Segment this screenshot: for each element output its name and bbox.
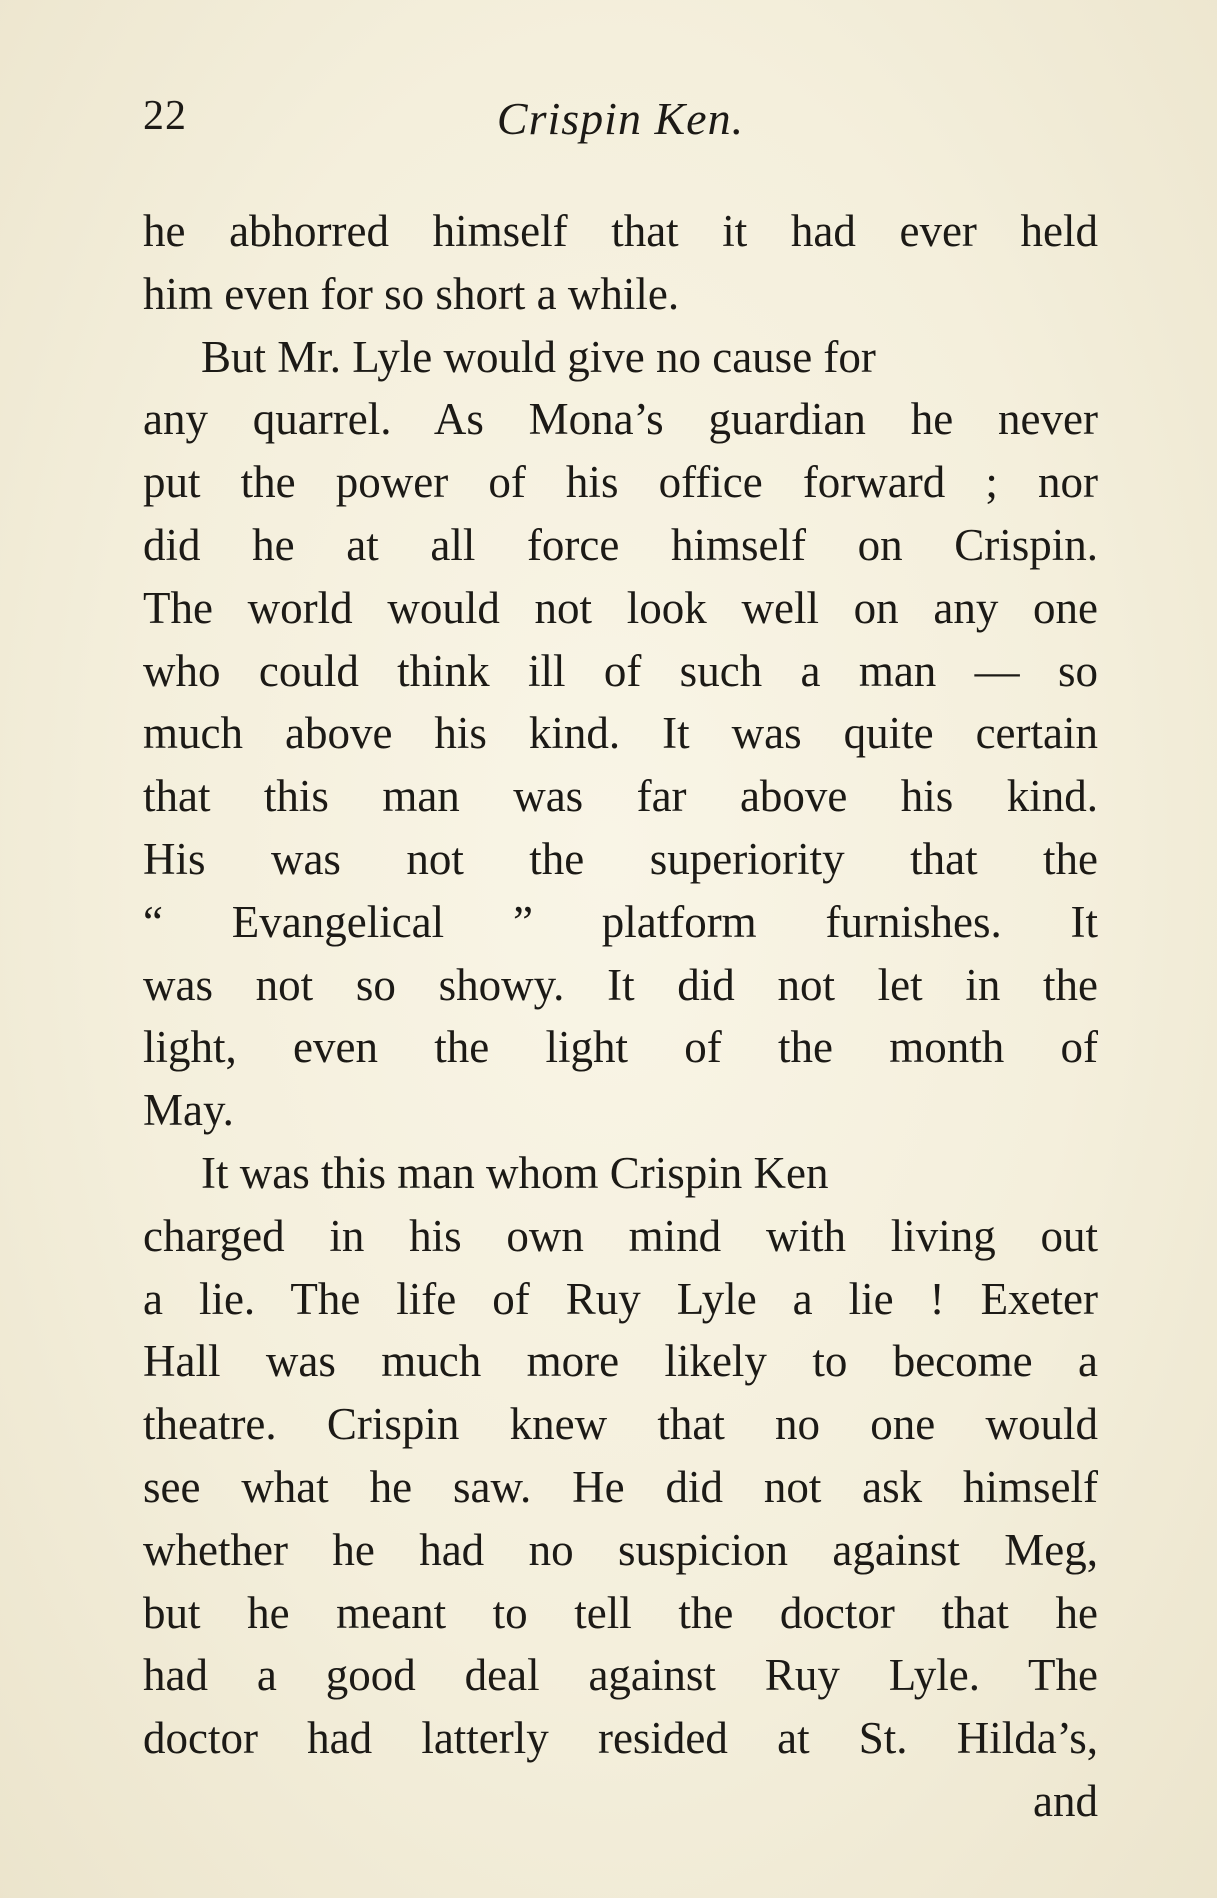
text-line: who could think ill of such a man — so: [143, 645, 1098, 696]
text-line: theatre. Crispin knew that no one would: [143, 1399, 1098, 1450]
text-line: much above his kind. It was quite certain: [143, 708, 1098, 759]
text-line: It was this man whom Crispin Ken: [201, 1147, 829, 1198]
text-line: he abhorred himself that it had ever held: [143, 206, 1098, 256]
text-line: that this man was far above his kind.: [143, 771, 1098, 822]
text-line: The world would not look well on any one: [143, 582, 1098, 633]
text-line: him even for so short a while.: [143, 268, 680, 319]
text-line: a lie. The life of Ruy Lyle a lie ! Exeter: [143, 1273, 1098, 1324]
text-line: But Mr. Lyle would give no cause for: [201, 331, 876, 382]
text-line: “ Evangelical ” platform furnishes. It: [143, 896, 1098, 947]
text-line: but he meant to tell the doctor that he: [143, 1587, 1098, 1638]
body-text: [143, 200, 1098, 1833]
text-line: charged in his own mind with living out: [143, 1210, 1098, 1261]
page-header: [143, 92, 1098, 152]
text-line: whether he had no suspicion against Meg,: [143, 1524, 1098, 1575]
text-line: see what he saw. He did not ask himself: [143, 1461, 1098, 1512]
text-line: May.: [143, 1085, 234, 1136]
text-line: His was not the superiority that the: [143, 833, 1098, 884]
text-line: Hall was much more likely to become a: [143, 1336, 1098, 1387]
catchword: and: [1033, 1775, 1098, 1826]
text-line: was not so showy. It did not let in the: [143, 959, 1098, 1010]
text-line: had a good deal against Ruy Lyle. The: [143, 1650, 1098, 1701]
page-number: 22: [143, 93, 187, 139]
running-title: Crispin Ken.: [496, 93, 745, 144]
text-line: put the power of his office forward ; nor: [143, 457, 1098, 508]
text-line: light, even the light of the month of: [143, 1022, 1098, 1073]
text-line: doctor had latterly resided at St. Hilda’s,: [143, 1713, 1098, 1764]
text-line: any quarrel. As Mona’s guardian he never: [143, 394, 1098, 445]
text-line: did he at all force himself on Crispin.: [143, 519, 1098, 570]
